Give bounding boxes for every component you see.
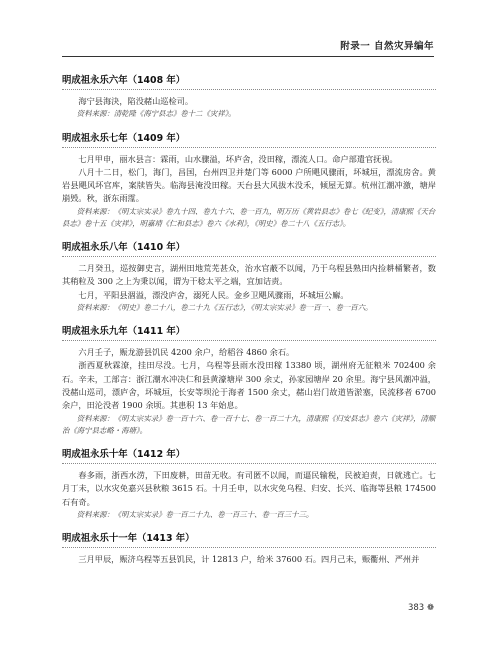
section-heading: 明成祖永乐八年（1410 年） [62, 239, 436, 257]
event-paragraph: 七月甲申，丽水县言：霖雨，山水骤溢，坏庐舍，没田稼，漂流人口。命户部遣官抚视。 [78, 153, 398, 164]
event-paragraph: 春多雨，浙西水涝，下田废耕，田苗无收。有司匿不以闻，而逼民输税，民被迫责，日就逃亡。七月丁未，以水灾免嘉兴县秋粮 3615 石。十月壬申，以水灾免乌程、归安、长兴、临海等县粮 174500 石有奇。 [62, 470, 436, 507]
page-number: 383 ❁ [407, 603, 434, 613]
event-paragraph: 二月癸丑，巡按御史言，湖州田地荒芜甚众，治水官蔽不以闻，乃于乌程县熟田内捡耕桶繁者，数其稍粒及 300 之上为秉以闻，谓为干稔太平之端，宜加诘责。 [62, 263, 436, 287]
event-paragraph: 六月壬子，赈龙游县饥民 4200 余户，给稻谷 4860 余石。 [78, 347, 295, 358]
source-note: 资料来源：清乾隆《海宁县志》卷十二《灾祥》。 [76, 109, 236, 119]
header-rule [62, 56, 434, 57]
event-paragraph: 八月十二日，松门，海门，昌国，台州四卫并楚门等 6000 户所飓风骤雨，坏城垣，漂流房舍。黄岩县飓风坏官库，案牍皆失。临海县淹没田稼。天台县大风拔木没禾，倾屋无算。杭州江潮冲激，塘岸崩毁。秋，浙东雨霪。 [62, 166, 436, 204]
section-heading: 明成祖永乐十一年（1413 年） [62, 530, 436, 548]
source-note: 资料来源：《明太宗实录》卷一百十六、卷一百十七、卷一百二十九，清康熙《归安县志》卷六《灾祥》，清顺治《海宁县志略・海塘》。 [62, 413, 436, 435]
event-paragraph: 三月甲辰，赈济乌程等五县饥民，计 12813 户，给米 37600 石。四月己未，赈衢州、严州并 [78, 554, 420, 565]
source-note: 资料来源：《明太宗实录》卷一百二十九、卷一百三十、卷一百三十三。 [76, 509, 314, 519]
page-body [62, 72, 436, 575]
event-paragraph: 海宁县海決，陷没赭山巡检司。 [78, 96, 194, 106]
section-heading: 明成祖永乐十年（1412 年） [62, 446, 436, 464]
section-heading: 明成祖永乐七年（1409 年） [62, 130, 436, 148]
year-section [62, 239, 436, 314]
source-note: 资料来源：《明史》卷二十八，卷二十九《五行志》，《明太宗实录》卷一百一、卷一百六。 [76, 302, 373, 312]
section-heading: 明成祖永乐九年（1411 年） [62, 323, 436, 341]
year-section [62, 72, 436, 121]
year-section [62, 323, 436, 437]
event-paragraph: 七月，平阳县涸溢，漂没庐舍，溺死人民。金乡卫飓风骤雨，坏城垣公廨。 [78, 289, 349, 300]
year-section [62, 446, 436, 521]
running-header: 附录一 自然灾异编年 [340, 41, 434, 52]
section-heading: 明成祖永乐六年（1408 年） [62, 72, 436, 90]
source-note: 资料来源：《明太宗实录》卷九十四、卷九十六、卷一百九，明万历《黄岩县志》卷七《纪变》，清康熙《天台县志》卷十五《灾祥》，明嘉靖《仁和县志》卷六《水利》，《明史》卷二十八《五行志》。 [62, 206, 436, 228]
year-section [62, 130, 436, 231]
event-paragraph: 浙西夏秋霖潦，挂田尽没。七月，乌程等县雨水没田稼 13380 顷，湖州府无征粮米 702400 余石。辛未，工部言：浙江潮水冲决仁和县黄濠塘岸 300 余丈，孙家园塘岸 20 余里。海宁县风潮冲溢，没赭山巡司，漂庐舍，坏城垣，长安等坝沦于海者 1500 余丈，赭山岩门故道皆淤塞，民流移者 6700 余户，田沦没者 1900 余顷。其患积 13 年始息。 [62, 360, 436, 411]
year-section [62, 530, 436, 566]
